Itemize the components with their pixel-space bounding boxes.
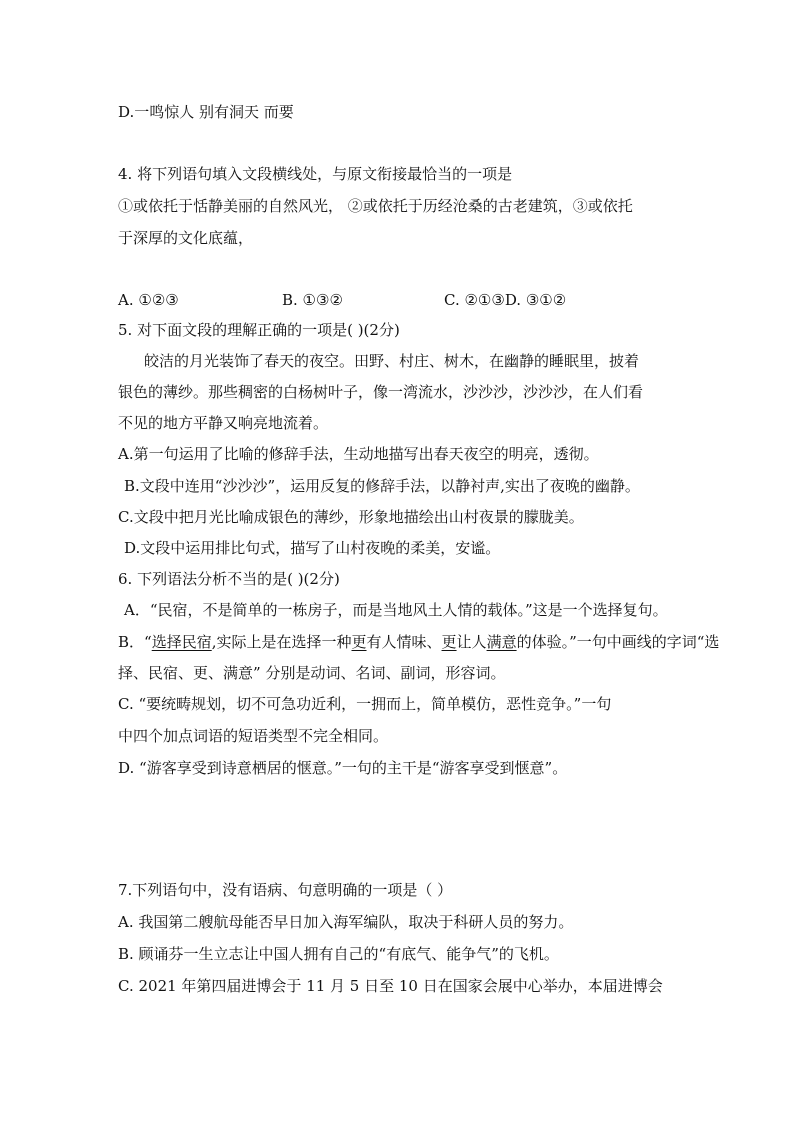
q7-option-b: B. 顾诵芬一生立志让中国人拥有自己的“有底气、能争气”的飞机。 xyxy=(118,945,559,963)
q6-option-b-text: 的体验。”一句中画线的字词“选 xyxy=(516,633,720,651)
q5-option-d: D.文段中运用排比句式，描写了山村夜晚的柔美，安谧。 xyxy=(124,539,501,557)
underlined-word: 选择民宿 xyxy=(151,633,212,651)
q5-passage-line1: 皎洁的月光装饰了春天的夜空。田野、村庄、树木，在幽静的睡眠里，披着 xyxy=(144,352,640,370)
underlined-word: 满意 xyxy=(486,633,517,651)
q3-option-d: D.一鸣惊人 别有洞天 而要 xyxy=(118,103,294,121)
q5-stem: 5. 对下面文段的理解正确的一项是( )(2分) xyxy=(118,321,400,339)
q6-option-a: A．“民宿，不是简单的一栋房子，而是当地风土人情的载体。”这是一个选择复句。 xyxy=(124,601,668,619)
q5-option-b: B.文段中连用“沙沙沙”，运用反复的修辞手法，以静衬声,实出了夜晚的幽静。 xyxy=(124,477,640,495)
q4-sentences-line1: ①或依托于恬静美丽的自然风光， ②或依托于历经沧桑的古老建筑，③或依托 xyxy=(118,197,633,215)
q7-option-a: A. 我国第二艘航母能否早日加入海军编队，取决于科研人员的努力。 xyxy=(118,913,574,931)
q6-option-d: D. “游客享受到诗意栖居的惬意。”一句的主干是“游客享受到惬意”。 xyxy=(118,759,568,777)
underlined-word: 更 xyxy=(441,633,457,651)
q7-stem: 7.下列语句中，没有语病、句意明确的一项是（ ） xyxy=(118,881,453,899)
q5-option-c: C.文段中把月光比喻成银色的薄纱，形象地描绘出山村夜景的朦胧美。 xyxy=(118,508,584,526)
q6-option-b-text: 有人情味、 xyxy=(366,633,442,651)
q4-sentences-line2: 于深厚的文化底蕴， xyxy=(118,229,254,247)
q4-option-a: A. ①②③ xyxy=(118,291,179,309)
q6-option-b-prefix: B．“ xyxy=(118,633,152,651)
q5-passage-line3: 不见的地方平静又响亮地流着。 xyxy=(118,414,329,432)
q6-option-b-line1 xyxy=(118,632,719,652)
q6-option-c-line1: C. “要统畴规划，切不可急功近利，一拥而上，简单模仿，恶性竞争。”一句 xyxy=(118,695,612,713)
q7-option-c: C. 2021 年第四届进博会于 11 月 5 日至 10 日在国家会展中心举办，本届进博会 xyxy=(118,977,663,995)
q6-option-b-line2: 择、民宿、更、满意” 分别是动词、名词、副词，形容词。 xyxy=(118,664,506,682)
q4-option-cd: C. ②①③D. ③①② xyxy=(444,291,567,309)
q6-option-b-text: ,实际上是在选择一种 xyxy=(211,633,352,651)
underlined-word: 更 xyxy=(351,633,367,651)
q5-passage-line2: 银色的薄纱。那些稠密的白杨树叶子，像一湾流水，沙沙沙，沙沙沙，在人们看 xyxy=(118,383,644,401)
q4-stem: 4. 将下列语句填入文段横线处，与原文衔接最恰当的一项是 xyxy=(118,165,513,183)
q5-option-a: A.第一句运用了比喻的修辞手法，生动地描写出春天夜空的明亮，透彻。 xyxy=(118,445,599,463)
q6-option-b-text: 让人 xyxy=(456,633,487,651)
q6-stem: 6. 下列语法分析不当的是( )(2分) xyxy=(118,570,340,588)
q4-option-b: B. ①③② xyxy=(282,291,343,309)
q6-option-c-line2: 中四个加点词语的短语类型不完全相同。 xyxy=(118,727,389,745)
